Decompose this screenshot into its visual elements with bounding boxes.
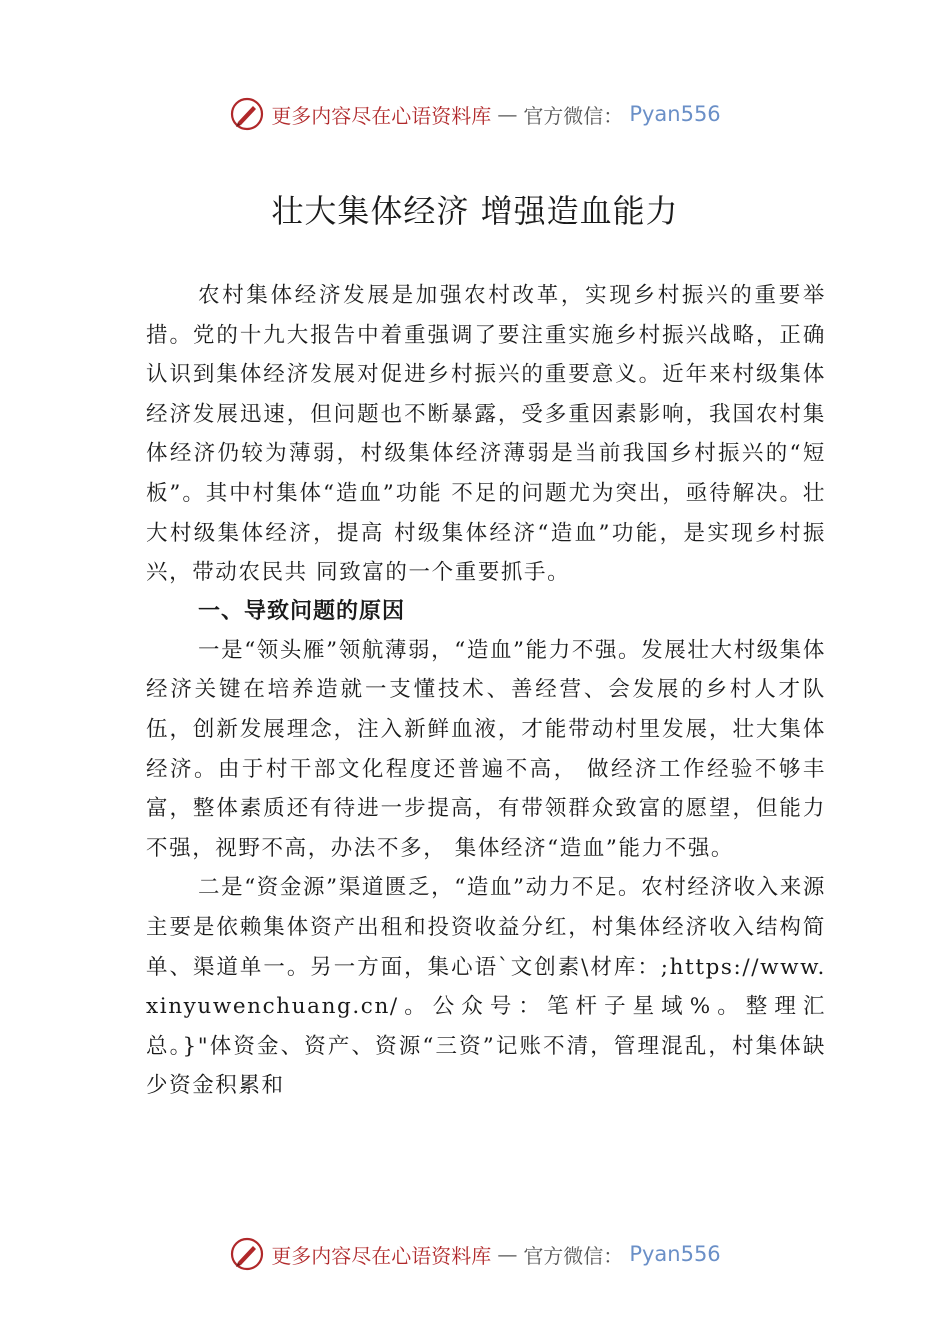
banner-wechat-id: Pyan556: [629, 1242, 721, 1266]
section-heading: 一、导致问题的原因: [198, 598, 406, 624]
document-body: [146, 276, 826, 1106]
banner-text: 更多内容尽在心语资料库: [271, 1243, 492, 1268]
body-paragraph-1: 一是“领头雁”领航薄弱，“造血”能力不强。发展壮大村级集体经济关键在培养造就一支懂技术、善经营、会发展的乡村人才队伍，创新发展理念，注入新鲜血液，才能带动村里发展，壮大集体经济。由于村干部文化程度还普遍不高， 做经济工作经验不够丰富，整体素质还有待进一步提高，有带领群众致富的愿望，但能力不强，视野不高，办法不多， 集体经济“造血”能力不强。: [146, 637, 826, 861]
banner-text: 更多内容尽在心语资料库: [271, 103, 492, 128]
footer-watermark-banner: [0, 1234, 950, 1274]
banner-wechat-id: Pyan556: [629, 102, 721, 126]
intro-paragraph: 农村集体经济发展是加强农村改革，实现乡村振兴的重要举措。党的十九大报告中着重强调了要注重实施乡村振兴战略，正确认识到集体经济发展对促进乡村振兴的重要意义。近年来村级集体经济发展迅速，但问题也不断暴露，受多重因素影响，我国农村集体经济仍较为薄弱，村级集体经济薄弱是当前我国乡村振兴的“短板”。其中村集体“造血”功能 不足的问题尤为突出，亟待解决。壮大村级集体经济，提高 村级集体经济“造血”功能，是实现乡村振兴，带动农民共 同致富的一个重要抓手。: [146, 283, 826, 586]
pen-logo-icon: [229, 96, 265, 132]
banner-dash: —: [497, 102, 518, 126]
body-paragraph-2: 二是“资金源”渠道匮乏，“造血”动力不足。农村经济收入来源主要是依赖集体资产出租和投资收益分红，村集体经济收入结构简单、渠道单一。另一方面，集心语`文创素\材库：;https://www.xinyuwenchuang.cn/。公众号：笔杆子星域%。整理汇总。}"体资金、资产、资源“三资”记账不清，管理混乱，村集体缺少资金积累和: [146, 875, 826, 1099]
banner-label: 官方微信：: [523, 103, 624, 128]
header-watermark-banner: [0, 94, 950, 134]
page-title: 壮大集体经济 增强造血能力: [271, 192, 679, 230]
pen-logo-icon: [229, 1236, 265, 1272]
banner-dash: —: [497, 1242, 518, 1266]
banner-label: 官方微信：: [523, 1243, 624, 1268]
